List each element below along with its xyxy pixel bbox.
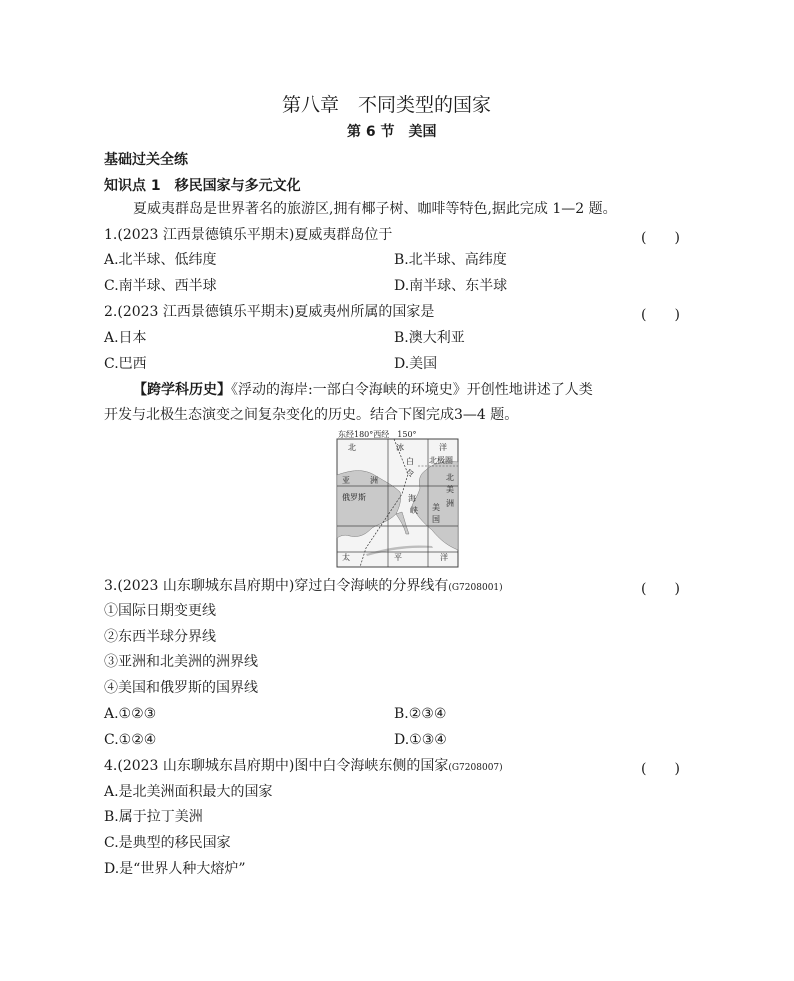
q3-answer-paren: ( )	[641, 581, 680, 597]
map-label-zhou2: 洲	[446, 499, 454, 508]
map-figure	[336, 430, 459, 568]
map-label-ling: 令	[406, 469, 414, 478]
q4-option-b[interactable]: B.属于拉丁美洲	[104, 809, 203, 825]
q3-stem	[104, 576, 503, 598]
map-label-meiguo-mei: 美	[432, 503, 440, 512]
q4-option-a[interactable]: A.是北美洲面积最大的国家	[104, 784, 273, 800]
map-label-arctic-circle: 北极圈	[429, 456, 453, 465]
bering-strait-map	[336, 430, 459, 568]
q2-option-b[interactable]: B.澳大利亚	[394, 330, 465, 346]
q1-answer-paren: ( )	[641, 230, 680, 246]
map-label-bei: 北	[348, 443, 356, 452]
intro-history-line2: 开发与北极生态演变之间复杂变化的历史。结合下图完成3—4 题。	[104, 407, 519, 423]
q3-statement-3: ③亚洲和北美洲的洲界线	[104, 654, 258, 670]
q3-option-c[interactable]: C.①②④	[104, 732, 157, 748]
q4-option-d[interactable]: D.是“世界人种大熔炉”	[104, 861, 246, 877]
intro-history	[133, 380, 593, 400]
q3-code: (G7208001)	[448, 583, 503, 593]
q1-option-b[interactable]: B.北半球、高纬度	[394, 252, 507, 268]
map-label-ya: 亚	[342, 476, 350, 485]
map-label-bing: 冰	[396, 443, 404, 452]
map-label-bai: 白	[406, 457, 414, 466]
q3-statement-2: ②东西半球分界线	[104, 629, 216, 645]
q1-option-c[interactable]: C.南半球、西半球	[104, 278, 217, 294]
map-label-hai: 海	[408, 494, 416, 503]
map-label-tai: 太	[342, 553, 350, 562]
q4-code: (G7208007)	[448, 763, 503, 773]
map-label-bei2: 北	[446, 473, 454, 482]
section-title: 第 6 节 美国	[347, 124, 437, 140]
q2-stem: 2.(2023 江西景德镇乐平期末)夏威夷州所属的国家是	[104, 304, 435, 320]
q4-stem	[104, 756, 503, 778]
q3-statement-1: ①国际日期变更线	[104, 603, 216, 619]
q3-option-d[interactable]: D.①③④	[394, 732, 447, 748]
chapter-title: 第八章 不同类型的国家	[282, 94, 492, 116]
map-label-eluosi: 俄罗斯	[342, 493, 366, 502]
q1-stem: 1.(2023 江西景德镇乐平期末)夏威夷群岛位于	[104, 227, 393, 243]
map-label-yang-bottom: 洋	[440, 553, 448, 562]
knowledge-point-heading: 知识点 1 移民国家与多元文化	[104, 178, 301, 194]
intro-history-line1: 《浮动的海岸:一部白令海峡的环境史》开创性地讲述了人类	[231, 382, 593, 398]
intro-hawaii: 夏威夷群岛是世界著名的旅游区,拥有椰子树、咖啡等特色,据此完成 1—2 题。	[133, 201, 617, 217]
q4-option-c[interactable]: C.是典型的移民国家	[104, 835, 231, 851]
q1-option-a[interactable]: A.北半球、低纬度	[104, 252, 217, 268]
q4-stem-text: 4.(2023 山东聊城东昌府期中)图中白令海峡东侧的国家	[104, 758, 449, 774]
map-label-yang-top: 洋	[439, 443, 447, 452]
map-label-mei: 美	[446, 485, 454, 494]
map-label-zhou: 洲	[370, 476, 378, 485]
q3-stem-text: 3.(2023 山东聊城东昌府期中)穿过白令海峡的分界线有	[104, 578, 449, 594]
q3-option-a[interactable]: A.①②③	[104, 706, 157, 722]
map-label-ping: 平	[394, 553, 402, 562]
map-label-xia: 峡	[410, 506, 418, 515]
practice-heading: 基础过关全练	[104, 152, 188, 168]
cross-subject-tag: 【跨学科历史】	[133, 382, 231, 398]
map-top-label: 东经180°西经 150°	[338, 430, 417, 439]
q3-option-b[interactable]: B.②③④	[394, 706, 447, 722]
q2-option-a[interactable]: A.日本	[104, 330, 147, 346]
q2-option-d[interactable]: D.美国	[394, 356, 438, 372]
q1-option-d[interactable]: D.南半球、东半球	[394, 278, 508, 294]
q4-answer-paren: ( )	[641, 761, 680, 777]
q2-option-c[interactable]: C.巴西	[104, 356, 147, 372]
q3-statement-4: ④美国和俄罗斯的国界线	[104, 680, 258, 696]
map-label-meiguo-guo: 国	[432, 515, 440, 524]
q2-answer-paren: ( )	[641, 307, 680, 323]
